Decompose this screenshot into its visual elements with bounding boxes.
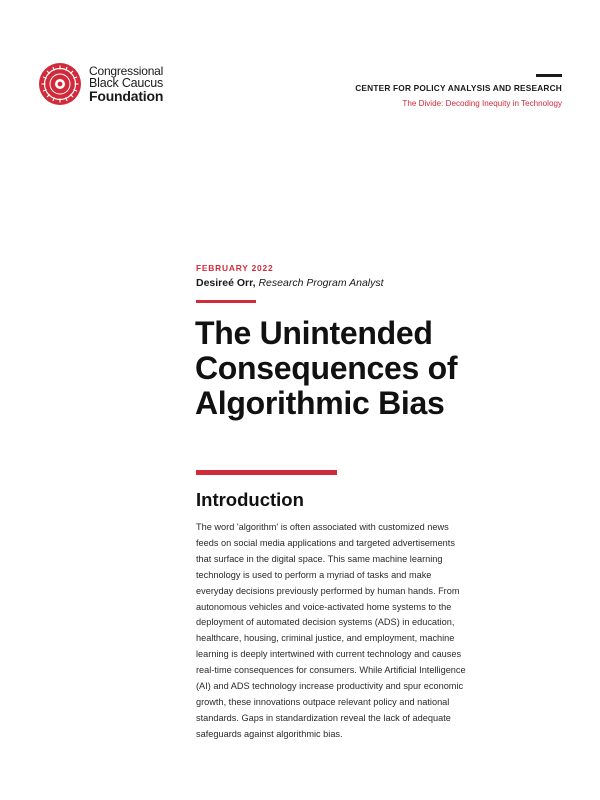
title-line: The Unintended [195, 315, 433, 351]
body-line: healthcare, housing, criminal justice, and employment, machine [196, 633, 455, 644]
logo-wordmark [89, 65, 163, 104]
body-line: (AI) and ADS technology increase productivity and spur economic [196, 681, 464, 692]
author-role: Research Program Analyst [258, 277, 384, 289]
body-line: technology is used to perform a myriad of tasks and make [196, 569, 432, 580]
page-title [195, 316, 575, 421]
introduction-heading: Introduction [196, 489, 304, 510]
logo-line-3: Foundation [89, 88, 164, 105]
author-line [196, 277, 384, 289]
body-line: autonomous vehicles and voice-activated home systems to the [196, 601, 452, 612]
body-line: that surface in the digital space. This same machine learning [196, 553, 443, 564]
body-line: everyday decisions previously performed by human hands. From [196, 585, 460, 596]
header-accent-bar [536, 74, 562, 77]
body-line: real-time consequences for consumers. While Artificial Intelligence [196, 665, 466, 676]
title-divider-small [196, 300, 256, 303]
body-line: The word 'algorithm' is often associated with customized news [196, 522, 449, 532]
logo-line-2: Black Caucus [89, 75, 164, 90]
section-divider [196, 470, 337, 475]
body-line: feeds on social media applications and targeted advertisements [196, 537, 455, 548]
organization-logo [38, 62, 163, 106]
title-line: Algorithmic Bias [195, 385, 445, 421]
body-line: growth, these innovations outpace relevant policy and national [196, 696, 450, 707]
publication-date: FEBRUARY 2022 [196, 263, 274, 273]
body-line: deployment of automated decision systems (ADS) in education, [196, 617, 455, 628]
cbcf-seal-icon [38, 62, 82, 106]
introduction-body [196, 520, 536, 743]
center-name: CENTER FOR POLICY ANALYSIS AND RESEARCH [355, 83, 562, 93]
logo-line-1: Congressional [89, 63, 164, 78]
body-line: standards. Gaps in standardization reveal the lack of adequate [196, 712, 451, 723]
title-line: Consequences of [195, 350, 458, 386]
series-name: The Divide: Decoding Inequity in Technology [402, 99, 562, 108]
body-line: learning is deeply intertwined with current technology and causes [196, 649, 462, 660]
body-line: safeguards against algorithmic bias. [196, 728, 343, 739]
author-name: Desireé Orr, [196, 277, 256, 289]
